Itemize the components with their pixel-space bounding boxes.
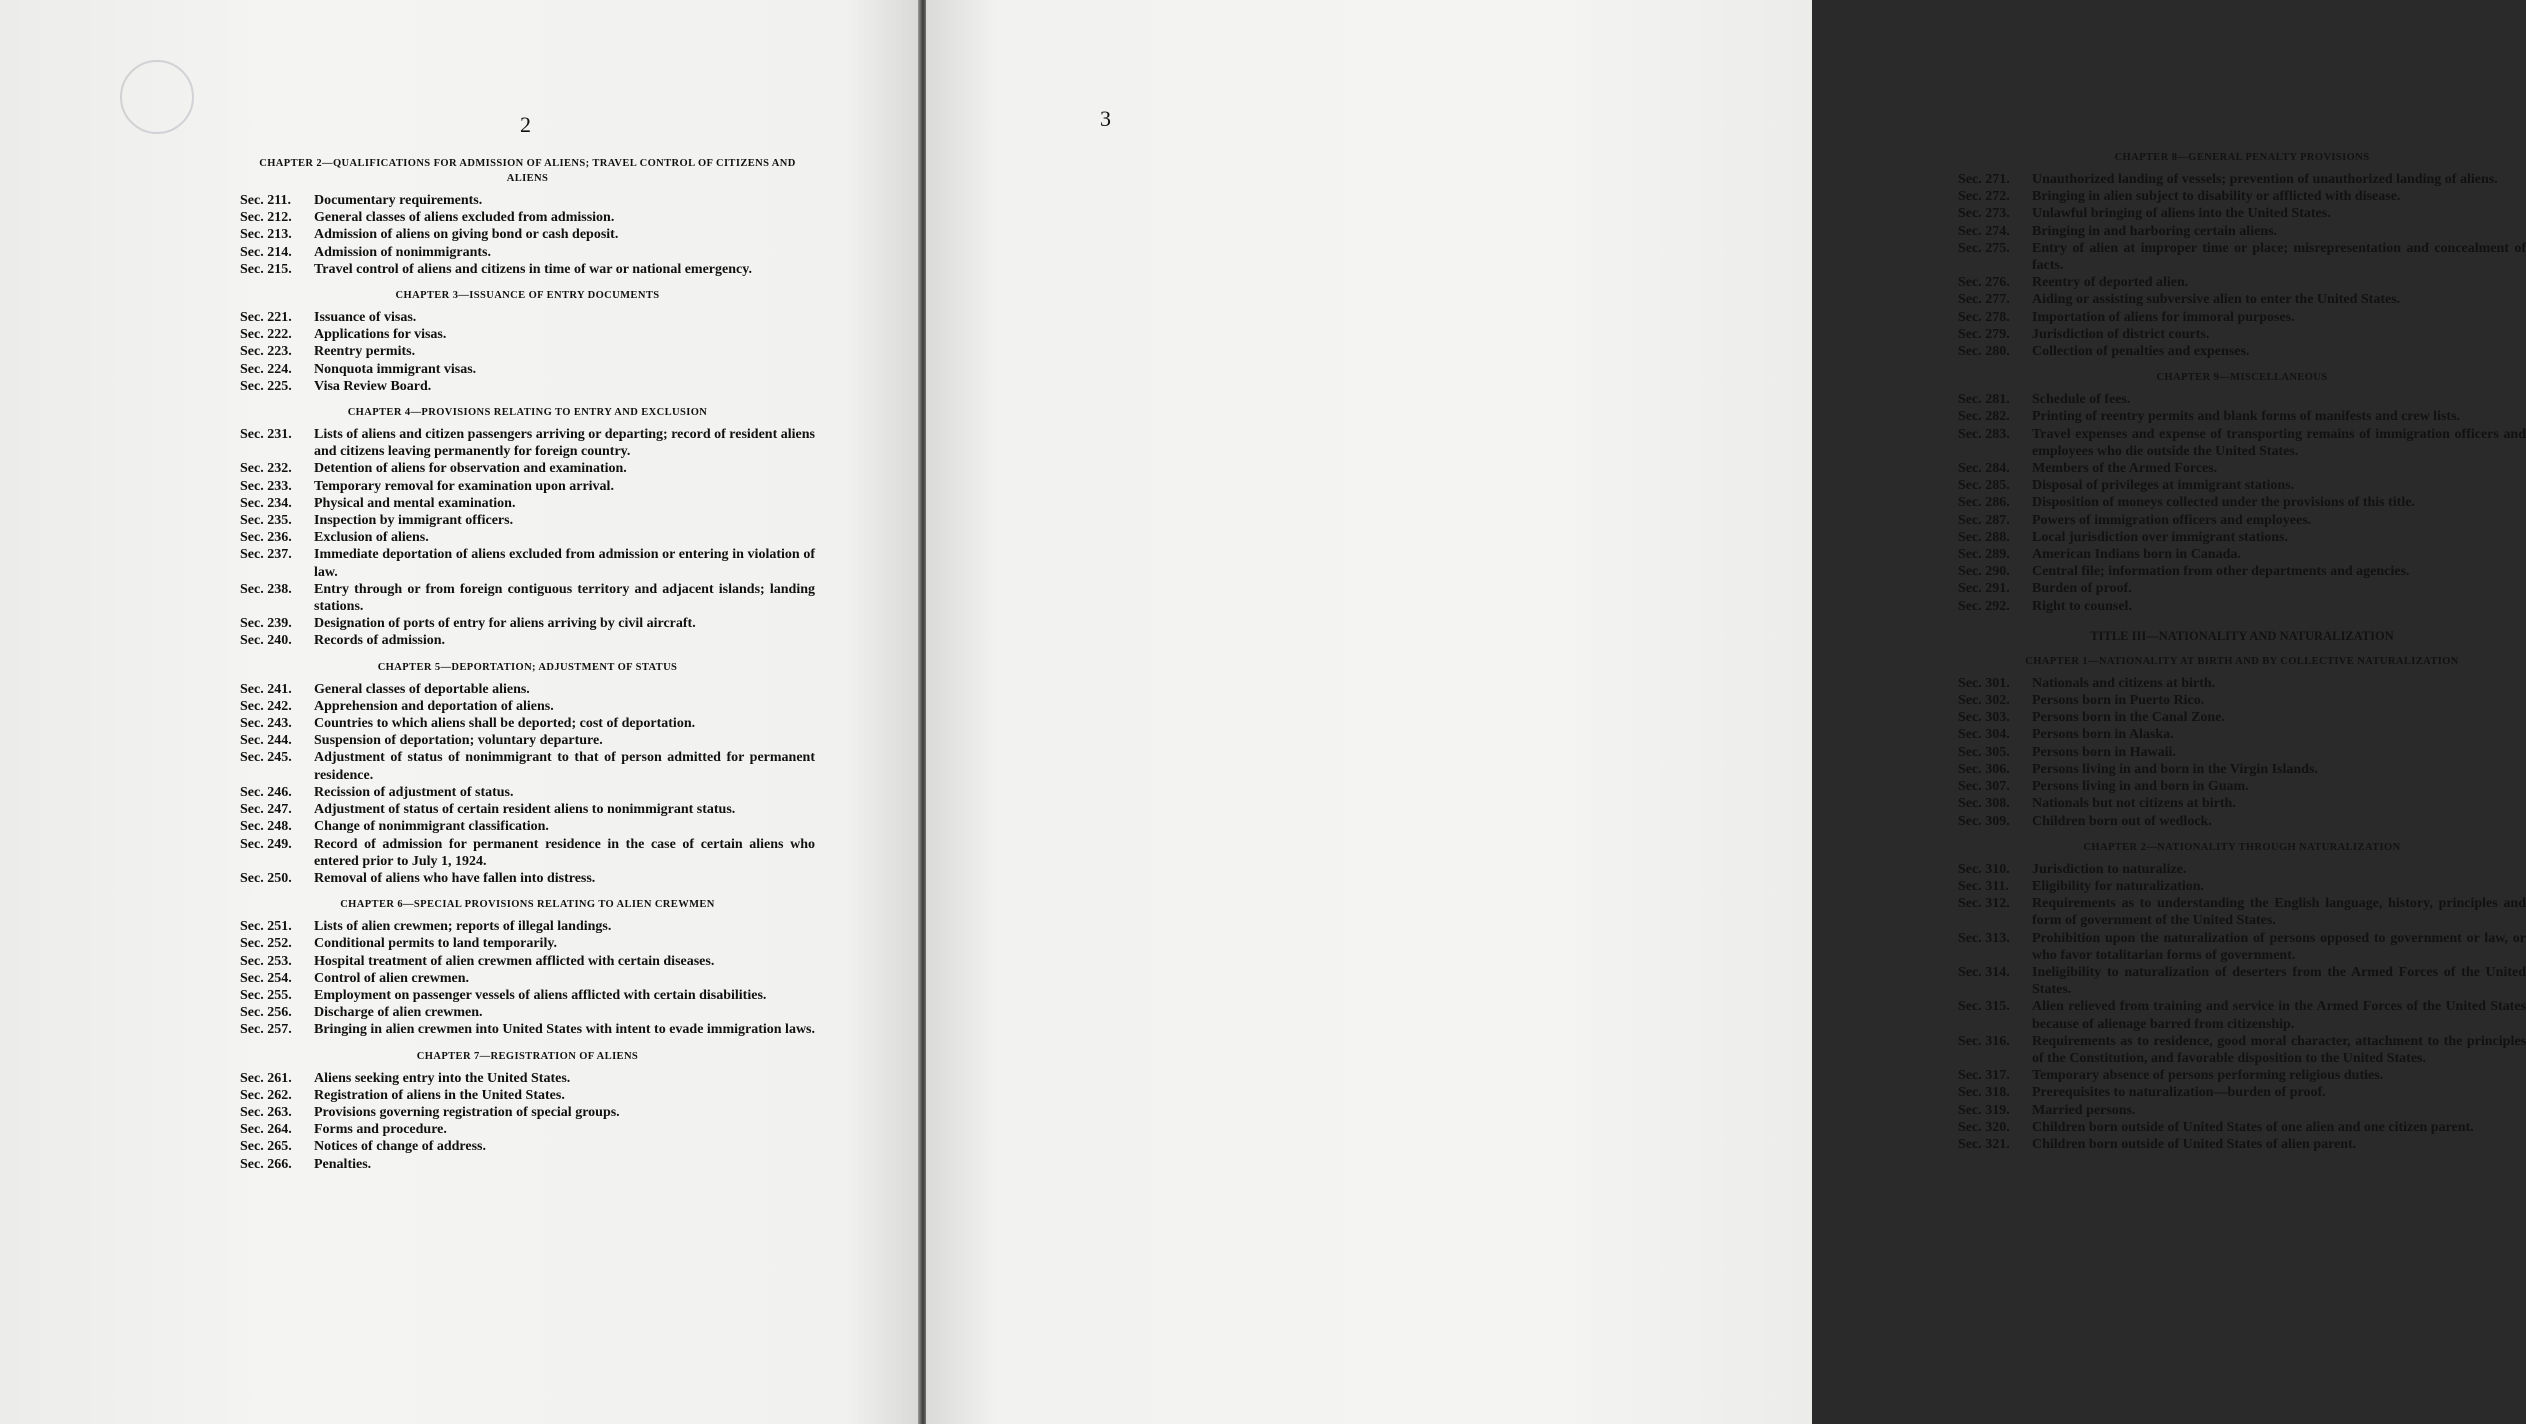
section-number: Sec. 238. [240, 581, 292, 597]
section-entry [240, 326, 815, 343]
section-number: Sec. 266. [240, 1156, 292, 1172]
section-entry [240, 1070, 815, 1087]
section-number: Sec. 248. [240, 819, 292, 835]
section-title: Inspection by immigrant officers. [314, 513, 514, 529]
section-number: Sec. 271. [1958, 172, 2010, 187]
section-number: Sec. 310. [1958, 861, 2010, 877]
section-entry [1958, 930, 2526, 964]
title-heading: TITLE III—NATIONALITY AND NATURALIZATION [2090, 628, 2394, 643]
stamp-mark [120, 60, 194, 134]
section-title: Entry of alien at improper time or place; misrepresentation and concealment of facts. [2032, 240, 2526, 274]
section-number: Sec. 232. [240, 461, 292, 477]
section-number: Sec. 223. [240, 344, 292, 360]
section-number: Sec. 307. [1958, 779, 2010, 795]
section-title: Adjustment of status of nonimmigrant to that of person admitted for permanent residence. [314, 750, 815, 783]
section-number: Sec. 233. [240, 478, 292, 494]
section-title: Prohibition upon the naturalization of persons opposed to government or law, or who favor totalitarian forms of government. [2032, 930, 2526, 963]
section-title: Admission of aliens on giving bond or cash deposit. [314, 227, 619, 243]
section-number: Sec. 277. [1958, 292, 2010, 308]
section-title: Nationals but not citizens at birth. [2032, 796, 2236, 812]
section-title: Detention of aliens for observation and examination. [314, 461, 627, 477]
section-entry [240, 715, 815, 732]
section-number: Sec. 237. [240, 547, 292, 563]
section-entry [240, 512, 815, 529]
section-title: Children born outside of United States of one alien and one citizen parent. [2032, 1119, 2474, 1135]
section-title: Children born outside of United States of alien parent. [2032, 1136, 2357, 1152]
section-title: Unlawful bringing of aliens into the United States. [2032, 206, 2331, 222]
section-title: Records of admission. [314, 633, 446, 649]
section-number: Sec. 214. [240, 244, 292, 260]
section-number: Sec. 292. [1958, 598, 2010, 614]
section-title: Central file; information from other departments and agencies. [2032, 564, 2410, 580]
section-title: Adjustment of status of certain resident aliens to nonimmigrant status. [314, 802, 736, 818]
section-entry [1958, 709, 2526, 726]
section-number: Sec. 273. [1958, 206, 2010, 222]
section-entry [1958, 761, 2526, 778]
section-number: Sec. 286. [1958, 495, 2010, 511]
section-entry [240, 495, 815, 512]
section-title: Aliens seeking entry into the United States. [314, 1070, 571, 1086]
section-entry [240, 226, 815, 243]
section-entry [1958, 1119, 2526, 1136]
section-number: Sec. 250. [240, 870, 292, 886]
section-title: Aiding or assisting subversive alien to enter the United States. [2032, 292, 2401, 308]
section-title: General classes of deportable aliens. [314, 681, 530, 697]
section-title: American Indians born in Canada. [2032, 547, 2241, 563]
section-title: Eligibility for naturalization. [2032, 878, 2205, 894]
section-title: Persons born in Puerto Rico. [2032, 693, 2205, 709]
section-number: Sec. 215. [240, 261, 292, 277]
left-page [0, 0, 920, 1424]
section-title: Married persons. [2032, 1102, 2136, 1118]
section-entry [1958, 1067, 2526, 1084]
section-entry [1958, 460, 2526, 477]
section-title: Entry through or from foreign contiguous territory and adjacent islands; landing stations. [314, 581, 815, 615]
section-number: Sec. 275. [1958, 240, 2010, 256]
section-entry [1958, 813, 2526, 830]
section-entry [240, 749, 815, 783]
section-title: Designation of ports of entry for aliens arriving by civil aircraft. [314, 616, 696, 632]
section-number: Sec. 276. [1958, 275, 2010, 291]
section-number: Sec. 283. [1958, 426, 2010, 442]
section-number: Sec. 244. [240, 733, 292, 749]
section-number: Sec. 243. [240, 716, 292, 732]
section-number: Sec. 246. [240, 784, 292, 800]
section-entry [1958, 205, 2526, 222]
section-number: Sec. 247. [240, 802, 292, 818]
section-title: Right to counsel. [2032, 598, 2132, 614]
section-number: Sec. 241. [240, 681, 292, 697]
section-title: Requirements as to residence, good moral character, attachment to the principles of the Constitution, and favorable disposition to the United States. [2032, 1033, 2526, 1066]
chapter-heading: CHAPTER 7—REGISTRATION OF ALIENS [416, 1050, 639, 1062]
section-entry [240, 1138, 815, 1155]
section-entry [240, 478, 815, 495]
section-title: Travel control of aliens and citizens in time of war or national emergency. [314, 261, 752, 277]
section-number: Sec. 305. [1958, 744, 2010, 760]
section-number: Sec. 290. [1958, 564, 2010, 580]
section-entry [1958, 726, 2526, 743]
section-number: Sec. 288. [1958, 529, 2010, 545]
page-number-left: 2 [520, 112, 531, 137]
section-number: Sec. 249. [240, 836, 292, 852]
section-entry [240, 244, 815, 261]
section-title: Physical and mental examination. [314, 495, 516, 511]
section-entry [240, 529, 815, 546]
section-number: Sec. 284. [1958, 461, 2010, 477]
section-entry [240, 970, 815, 987]
section-entry [1958, 188, 2526, 205]
section-entry [240, 1104, 815, 1121]
section-entry [1958, 274, 2526, 291]
section-entry [240, 343, 815, 360]
section-number: Sec. 278. [1958, 309, 2010, 325]
section-entry [240, 309, 815, 326]
section-title: Control of alien crewmen. [314, 970, 470, 986]
section-entry [1958, 512, 2526, 529]
section-entry [240, 1021, 815, 1038]
section-entry [240, 209, 815, 226]
section-number: Sec. 280. [1958, 344, 2010, 360]
section-number: Sec. 312. [1958, 896, 2010, 912]
section-number: Sec. 212. [240, 210, 292, 226]
section-number: Sec. 291. [1958, 581, 2010, 597]
section-entry [240, 732, 815, 749]
right-page-contents [1958, 150, 2526, 1153]
section-number: Sec. 245. [240, 750, 292, 766]
section-entry [240, 546, 815, 580]
section-title: Change of nonimmigrant classification. [314, 819, 549, 835]
section-entry [1958, 598, 2526, 615]
section-number: Sec. 253. [240, 953, 292, 969]
section-entry [1958, 494, 2526, 511]
section-title: Documentary requirements. [314, 193, 483, 208]
section-entry [1958, 343, 2526, 360]
section-number: Sec. 301. [1958, 675, 2010, 691]
section-title: Nonquota immigrant visas. [314, 361, 477, 377]
section-number: Sec. 311. [1958, 878, 2009, 894]
section-title: Bringing in alien subject to disability or afflicted with disease. [2032, 189, 2401, 205]
page-number-right: 3 [1100, 106, 1111, 131]
section-number: Sec. 302. [1958, 693, 2010, 709]
chapter-heading: CHAPTER 2—QUALIFICATIONS FOR ADMISSION OF ALIENS; TRAVEL CONTROL OF CITIZENS AND ALIENS [259, 158, 796, 184]
section-entry [1958, 240, 2526, 274]
section-title: General classes of aliens excluded from admission. [314, 210, 615, 226]
section-number: Sec. 321. [1958, 1136, 2010, 1152]
section-number: Sec. 282. [1958, 409, 2010, 425]
section-title: Persons living in and born in Guam. [2032, 779, 2249, 795]
section-title: Countries to which aliens shall be deported; cost of deportation. [314, 716, 696, 732]
section-title: Persons born in Alaska. [2032, 727, 2174, 743]
section-title: Local jurisdiction over immigrant stations. [2032, 529, 2289, 545]
section-title: Alien relieved from training and service in the Armed Forces of the United States because of alienage barred from citizenship. [2032, 999, 2526, 1032]
section-number: Sec. 239. [240, 616, 292, 632]
section-number: Sec. 240. [240, 633, 292, 649]
section-title: Applications for visas. [314, 327, 447, 343]
section-title: Recission of adjustment of status. [314, 784, 514, 800]
section-number: Sec. 225. [240, 378, 292, 394]
section-number: Sec. 211. [240, 193, 291, 208]
section-entry [1958, 309, 2526, 326]
section-entry [1958, 778, 2526, 795]
section-entry [240, 261, 815, 278]
section-number: Sec. 252. [240, 936, 292, 952]
section-title: Jurisdiction to naturalize. [2032, 861, 2187, 877]
section-title: Nationals and citizens at birth. [2032, 675, 2216, 691]
section-number: Sec. 236. [240, 530, 292, 546]
section-entry [1958, 964, 2526, 998]
section-title: Reentry permits. [314, 344, 416, 360]
section-number: Sec. 279. [1958, 326, 2010, 342]
section-title: Forms and procedure. [314, 1122, 447, 1138]
section-number: Sec. 319. [1958, 1102, 2010, 1118]
section-number: Sec. 251. [240, 919, 292, 935]
chapter-heading: CHAPTER 6—SPECIAL PROVISIONS RELATING TO ALIEN CREWMEN [340, 899, 715, 911]
section-number: Sec. 315. [1958, 999, 2010, 1015]
section-number: Sec. 222. [240, 327, 292, 343]
section-entry [1958, 861, 2526, 878]
section-title: Jurisdiction of district courts. [2032, 326, 2210, 342]
section-entry [240, 987, 815, 1004]
section-number: Sec. 287. [1958, 512, 2010, 528]
section-title: Immediate deportation of aliens excluded from admission or entering in violation of law. [314, 547, 815, 580]
section-title: Notices of change of address. [314, 1139, 487, 1155]
section-title: Visa Review Board. [314, 378, 432, 394]
section-number: Sec. 242. [240, 698, 292, 714]
section-number: Sec. 265. [240, 1139, 292, 1155]
section-title: Printing of reentry permits and blank forms of manifests and crew lists. [2032, 409, 2461, 425]
section-entry [1958, 408, 2526, 425]
section-entry [1958, 326, 2526, 343]
section-entry [1958, 1136, 2526, 1153]
section-title: Bringing in alien crewmen into United States with intent to evade immigration laws. [314, 1022, 816, 1038]
section-title: Travel expenses and expense of transporting remains of immigration officers and employees who die outside the United States. [2032, 426, 2526, 459]
section-number: Sec. 274. [1958, 223, 2010, 239]
section-title: Conditional permits to land temporarily. [314, 936, 558, 952]
section-title: Persons born in the Canal Zone. [2032, 710, 2225, 726]
section-number: Sec. 285. [1958, 478, 2010, 494]
section-entry [1958, 998, 2526, 1032]
section-title: Unauthorized landing of vessels; prevention of unauthorized landing of aliens. [2032, 172, 2498, 187]
section-entry [240, 681, 815, 698]
section-entry [240, 836, 815, 870]
section-title: Persons born in Hawaii. [2032, 744, 2176, 760]
section-title: Ineligibility to naturalization of deserters from the Armed Forces of the United States. [2032, 964, 2526, 998]
section-title: Requirements as to understanding the English language, history, principles and form of government of the United States. [2032, 896, 2526, 929]
section-entry [240, 361, 815, 378]
section-number: Sec. 234. [240, 495, 292, 511]
section-number: Sec. 306. [1958, 761, 2010, 777]
section-entry [1958, 895, 2526, 929]
section-entry [1958, 291, 2526, 308]
section-title: Suspension of deportation; voluntary departure. [314, 733, 603, 749]
section-title: Lists of aliens and citizen passengers arriving or departing; record of resident aliens and citizens leaving permanently for foreign country. [314, 427, 815, 460]
section-number: Sec. 224. [240, 361, 292, 377]
section-entry [1958, 563, 2526, 580]
section-entry [1958, 529, 2526, 546]
section-title: Bringing in and harboring certain aliens. [2032, 223, 2278, 239]
section-entry [1958, 795, 2526, 812]
chapter-heading: CHAPTER 8—GENERAL PENALTY PROVISIONS [2114, 152, 2370, 163]
section-title: Reentry of deported alien. [2032, 275, 2189, 291]
section-entry [1958, 1102, 2526, 1119]
section-entry [1958, 744, 2526, 761]
section-entry [1958, 692, 2526, 709]
section-entry [240, 192, 815, 209]
section-number: Sec. 257. [240, 1022, 292, 1038]
section-title: Burden of proof. [2032, 581, 2132, 597]
section-entry [1958, 546, 2526, 563]
section-entry [240, 632, 815, 649]
section-entry [240, 801, 815, 818]
section-entry [240, 460, 815, 477]
section-number: Sec. 320. [1958, 1119, 2010, 1135]
section-entry [240, 818, 815, 835]
section-entry [240, 378, 815, 395]
section-title: Powers of immigration officers and employees. [2032, 512, 2312, 528]
section-title: Registration of aliens in the United States. [314, 1087, 565, 1103]
section-entry [240, 615, 815, 632]
section-entry [240, 698, 815, 715]
chapter-heading: CHAPTER 4—PROVISIONS RELATING TO ENTRY AND EXCLUSION [347, 407, 708, 419]
section-entry [240, 1121, 815, 1138]
section-number: Sec. 262. [240, 1087, 292, 1103]
section-title: Temporary absence of persons performing religious duties. [2032, 1068, 2384, 1084]
section-title: Prerequisites to naturalization—burden of proof. [2032, 1085, 2326, 1101]
section-title: Members of the Armed Forces. [2032, 461, 2218, 477]
section-number: Sec. 264. [240, 1122, 292, 1138]
left-page-contents [240, 156, 815, 1173]
section-entry [1958, 580, 2526, 597]
section-number: Sec. 309. [1958, 813, 2010, 829]
right-page [926, 0, 2526, 1424]
section-number: Sec. 261. [240, 1070, 292, 1086]
section-title: Record of admission for permanent residence in the case of certain aliens who entered prior to July 1, 1924. [314, 836, 815, 869]
section-entry [1958, 391, 2526, 408]
section-entry [240, 1156, 815, 1173]
section-number: Sec. 308. [1958, 796, 2010, 812]
section-title: Lists of alien crewmen; reports of illegal landings. [314, 919, 612, 935]
section-entry [240, 784, 815, 801]
section-number: Sec. 272. [1958, 189, 2010, 205]
section-entry [1958, 878, 2526, 895]
section-entry [240, 1004, 815, 1021]
section-entry [1958, 1033, 2526, 1067]
section-title: Schedule of fees. [2032, 392, 2131, 408]
chapter-heading: CHAPTER 2—NATIONALITY THROUGH NATURALIZATION [2083, 841, 2401, 853]
section-title: Apprehension and deportation of aliens. [314, 698, 554, 714]
section-entry [240, 918, 815, 935]
section-number: Sec. 304. [1958, 727, 2010, 743]
section-number: Sec. 235. [240, 513, 292, 529]
section-number: Sec. 263. [240, 1104, 292, 1120]
section-number: Sec. 313. [1958, 930, 2010, 946]
section-title: Temporary removal for examination upon arrival. [314, 478, 614, 494]
section-title: Exclusion of aliens. [314, 530, 429, 546]
section-number: Sec. 318. [1958, 1085, 2010, 1101]
section-title: Hospital treatment of alien crewmen afflicted with certain diseases. [314, 953, 715, 969]
section-title: Issuance of visas. [314, 310, 417, 326]
chapter-heading: CHAPTER 5—DEPORTATION; ADJUSTMENT OF STATUS [377, 661, 678, 673]
section-title: Importation of aliens for immoral purposes. [2032, 309, 2295, 325]
section-title: Admission of nonimmigrants. [314, 244, 491, 260]
section-number: Sec. 314. [1958, 964, 2010, 980]
section-number: Sec. 255. [240, 987, 292, 1003]
section-entry [1958, 477, 2526, 494]
section-number: Sec. 316. [1958, 1033, 2010, 1049]
section-entry [240, 581, 815, 615]
section-number: Sec. 303. [1958, 710, 2010, 726]
section-title: Children born out of wedlock. [2032, 813, 2212, 829]
section-title: Provisions governing registration of special groups. [314, 1104, 620, 1120]
section-number: Sec. 254. [240, 970, 292, 986]
section-entry [240, 935, 815, 952]
section-title: Penalties. [314, 1156, 372, 1172]
section-number: Sec. 221. [240, 310, 292, 326]
section-number: Sec. 317. [1958, 1068, 2010, 1084]
chapter-heading: CHAPTER 3—ISSUANCE OF ENTRY DOCUMENTS [395, 290, 660, 302]
section-title: Disposition of moneys collected under the provisions of this title. [2032, 495, 2415, 511]
section-title: Persons living in and born in the Virgin Islands. [2032, 761, 2318, 777]
section-entry [1958, 1084, 2526, 1101]
section-number: Sec. 231. [240, 427, 292, 443]
chapter-heading: CHAPTER 9—MISCELLANEOUS [2156, 372, 2328, 384]
section-title: Discharge of alien crewmen. [314, 1005, 483, 1021]
section-entry [1958, 171, 2526, 188]
section-title: Disposal of privileges at immigrant stations. [2032, 478, 2295, 494]
section-number: Sec. 281. [1958, 392, 2010, 408]
section-entry [240, 870, 815, 887]
section-entry [1958, 223, 2526, 240]
section-title: Removal of aliens who have fallen into distress. [314, 870, 596, 886]
section-title: Collection of penalties and expenses. [2032, 344, 2250, 360]
section-number: Sec. 213. [240, 227, 292, 243]
section-entry [240, 953, 815, 970]
section-entry [240, 426, 815, 460]
section-entry [1958, 675, 2526, 692]
section-number: Sec. 289. [1958, 547, 2010, 563]
section-entry [1958, 426, 2526, 460]
section-title: Employment on passenger vessels of aliens afflicted with certain disabilities. [314, 987, 767, 1003]
section-entry [240, 1087, 815, 1104]
chapter-heading: CHAPTER 1—NATIONALITY AT BIRTH AND BY COLLECTIVE NATURALIZATION [2025, 655, 2459, 667]
section-number: Sec. 256. [240, 1005, 292, 1021]
